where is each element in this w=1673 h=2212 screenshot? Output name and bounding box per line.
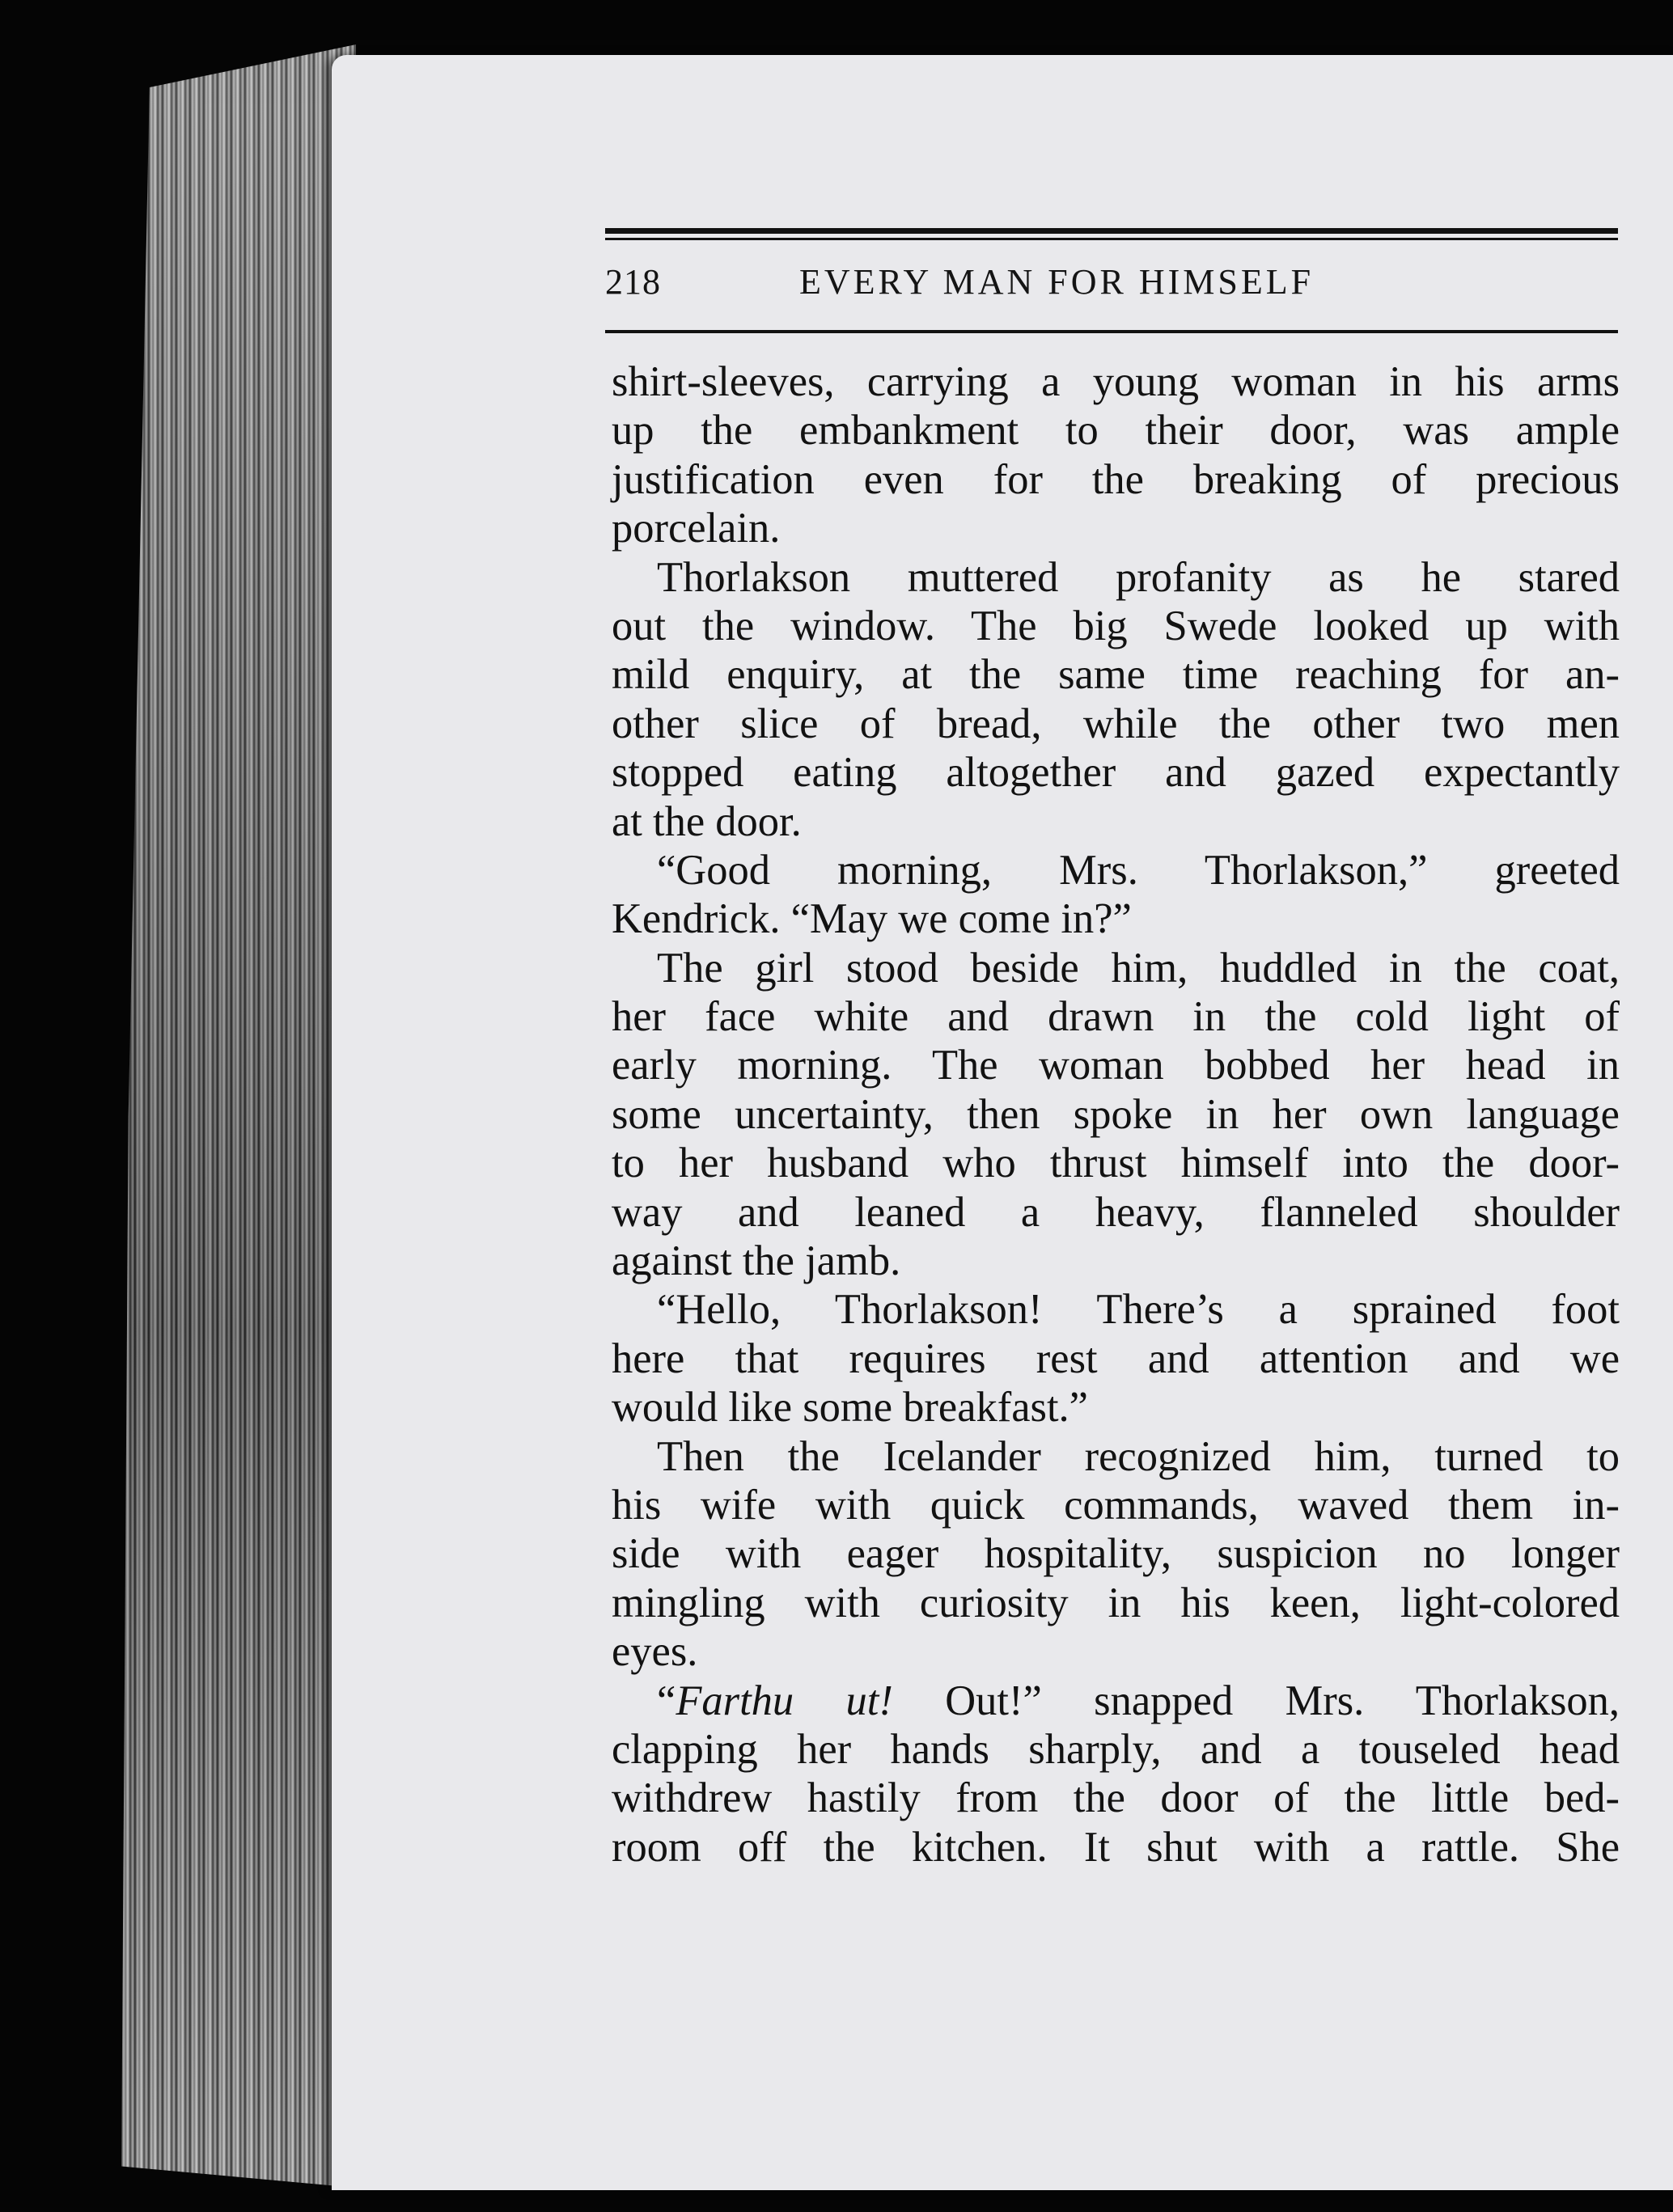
text-line (612, 1677, 1620, 1725)
text-line: Then the Icelander recognized him, turned to (657, 1432, 1620, 1480)
text-line: at the door. (612, 797, 802, 845)
running-head (605, 255, 1618, 319)
text-line: justification even for the breaking of precious (612, 455, 1620, 503)
header-rule-thick (605, 228, 1618, 234)
text-line: some uncertainty, then spoke in her own language (612, 1090, 1620, 1138)
text-line: would like some breakfast.” (612, 1384, 1088, 1432)
text-line: against the jamb. (612, 1237, 901, 1285)
text-line: “Hello, Thorlakson! There’s a sprained foot (657, 1286, 1620, 1334)
text-line: mingling with curiosity in his keen, light-colored (612, 1579, 1620, 1626)
text-line: here that requires rest and attention and we (612, 1334, 1620, 1382)
text-line: Kendrick. “May we come in?” (612, 895, 1132, 943)
closing-lines (612, 1725, 1620, 1872)
text-line: porcelain. (612, 505, 781, 552)
text-line: clapping her hands sharply, and a touseled head (612, 1725, 1620, 1773)
text-line: other slice of bread, while the other two men (612, 700, 1620, 747)
text-line: “Good morning, Mrs. Thorlakson,” greeted (657, 846, 1620, 894)
text-line: withdrew hastily from the door of the little bed- (612, 1774, 1620, 1822)
text-line: eyes. (612, 1628, 698, 1676)
text-line: out the window. The big Swede looked up with (612, 602, 1620, 649)
body-text (612, 357, 1620, 1872)
text-line: shirt-sleeves, carrying a young woman in his arms (612, 358, 1620, 405)
text-line: to her husband who thrust himself into the door- (612, 1140, 1620, 1187)
text-line: his wife with quick commands, waved them in- (612, 1481, 1620, 1529)
text-line: Thorlakson muttered profanity as he stared (657, 553, 1620, 601)
body-lines (612, 357, 1620, 1677)
line-rest: Out!” snapped Mrs. Thorlakson, (892, 1677, 1620, 1724)
text-line: her face white and drawn in the cold light of (612, 993, 1620, 1041)
text-line: way and leaned a heavy, flanneled shoulder (612, 1188, 1620, 1236)
text-line: room off the kitchen. It shut with a rattle. She (612, 1823, 1620, 1871)
text-line: stopped eating altogether and gazed expectantly (612, 749, 1620, 797)
text-line: up the embankment to their door, was ample (612, 407, 1620, 455)
text-line: mild enquiry, at the same time reaching for an- (612, 651, 1620, 699)
open-quote: “ (657, 1677, 676, 1724)
page-number: 218 (605, 262, 661, 302)
text-line: The girl stood beside him, huddled in the coat, (657, 944, 1620, 992)
header-rule-thin (605, 238, 1618, 240)
italic-phrase: Farthu ut! (676, 1677, 893, 1724)
text-line: early morning. The woman bobbed her head in (612, 1042, 1620, 1089)
header-underline-rule (605, 330, 1618, 333)
text-line: side with eager hospitality, suspicion no longer (612, 1530, 1620, 1578)
book-page-edges (121, 44, 356, 2188)
book-title: EVERY MAN FOR HIMSELF (799, 262, 1315, 302)
